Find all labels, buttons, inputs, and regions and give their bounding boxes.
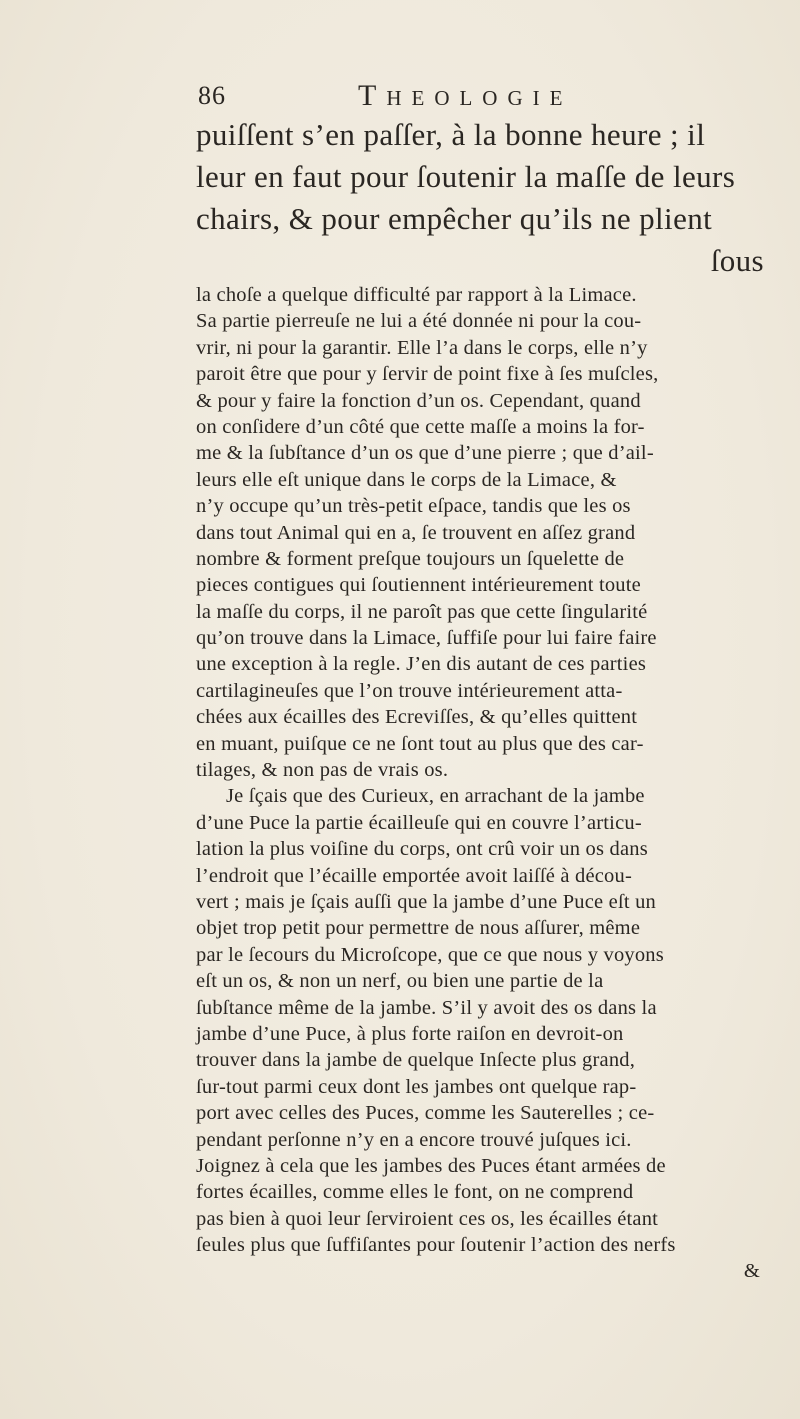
page-number: 86 xyxy=(198,81,226,110)
small-text-block xyxy=(196,282,768,1285)
text-line: dans tout Animal qui en a, ſe trouvent en aſſez grand xyxy=(196,521,636,544)
text-line: fortes écailles, comme elles le font, on ne comprend xyxy=(196,1181,634,1204)
text-line: cartilagineuſes que l’on trouve intérieurement atta- xyxy=(196,679,623,702)
catchword: & xyxy=(743,1260,760,1283)
running-title: Theologie xyxy=(358,79,573,112)
text-line: port avec celles des Puces, comme les Sauterelles ; ce- xyxy=(196,1102,655,1125)
text-line: puiſſent s’en paſſer, à la bonne heure ; il xyxy=(196,117,706,152)
text-line: en muant, puiſque ce ne ſont tout au plus que des car- xyxy=(196,732,644,755)
text-line: l’endroit que l’écaille emportée avoit laiſſé à décou- xyxy=(196,864,632,887)
text-line: leur en faut pour ſoutenir la maſſe de leurs xyxy=(196,159,736,194)
text-line: ſous xyxy=(710,243,764,278)
text-line: par le ſecours du Microſcope, que ce que nous y voyons xyxy=(196,943,664,966)
text-line: vrir, ni pour la garantir. Elle l’a dans le corps, elle n’y xyxy=(196,336,648,359)
large-text-block xyxy=(196,114,768,282)
text-line: ſubſtance même de la jambe. S’il y avoit des os dans la xyxy=(196,996,657,1019)
text-line: ſeules plus que ſuffiſantes pour ſoutenir l’action des nerfs xyxy=(196,1234,676,1257)
text-line: leurs elle eſt unique dans le corps de la Limace, & xyxy=(196,468,617,491)
text-line: n’y occupe qu’un très-petit eſpace, tandis que les os xyxy=(196,495,631,518)
text-line: pendant perſonne n’y en a encore trouvé juſques ici. xyxy=(196,1128,632,1151)
text-line: pas bien à quoi leur ſerviroient ces os, les écailles étant xyxy=(196,1207,659,1230)
text-line: eſt un os, & non un nerf, ou bien une partie de la xyxy=(196,970,604,993)
text-line: qu’on trouve dans la Limace, ſuffiſe pour lui faire faire xyxy=(196,627,657,650)
text-line: ſur-tout parmi ceux dont les jambes ont quelque rap- xyxy=(196,1075,637,1098)
text-line: objet trop petit pour permettre de nous aſſurer, même xyxy=(196,917,641,940)
text-line: lation la plus voiſine du corps, ont crû voir un os dans xyxy=(196,838,648,861)
paragraph-start-line: Je ſçais que des Curieux, en arrachant de la jambe xyxy=(226,785,645,808)
text-line: la maſſe du corps, il ne paroît pas que cette ſingularité xyxy=(196,600,648,623)
text-line: chées aux écailles des Ecreviſſes, & qu’elles quittent xyxy=(196,706,638,729)
text-line: paroit être que pour y ſervir de point fixe à ſes muſcles, xyxy=(196,363,659,386)
text-line: Sa partie pierreuſe ne lui a été donnée ni pour la cou- xyxy=(196,310,642,333)
text-line: on conſidere d’un côté que cette maſſe a moins la for- xyxy=(196,415,645,438)
text-line: me & la ſubſtance d’un os que d’une pierre ; que d’ail- xyxy=(196,442,654,465)
text-line: vert ; mais je ſçais auſſi que la jambe d’une Puce eſt un xyxy=(196,890,656,913)
text-line: & pour y faire la fonction d’un os. Cependant, quand xyxy=(196,389,641,412)
text-line: chairs, & pour empêcher qu’ils ne plient xyxy=(196,201,713,236)
page-header xyxy=(198,78,628,114)
text-line: pieces contigues qui ſoutiennent intérieurement toute xyxy=(196,574,641,597)
text-line: trouver dans la jambe de quelque Inſecte plus grand, xyxy=(196,1049,636,1072)
text-line: une exception à la regle. J’en dis autant de ces parties xyxy=(196,653,647,676)
text-line: tilages, & non pas de vrais os. xyxy=(196,759,449,782)
text-line: nombre & forment preſque toujours un ſquelette de xyxy=(196,547,625,570)
text-line: la choſe a quelque difficulté par rapport à la Limace. xyxy=(196,284,637,306)
text-line: Joignez à cela que les jambes des Puces étant armées de xyxy=(196,1154,666,1177)
text-line: jambe d’une Puce, à plus forte raiſon en devroit-on xyxy=(196,1022,624,1045)
text-line: d’une Puce la partie écailleuſe qui en couvre l’articu- xyxy=(196,811,642,834)
